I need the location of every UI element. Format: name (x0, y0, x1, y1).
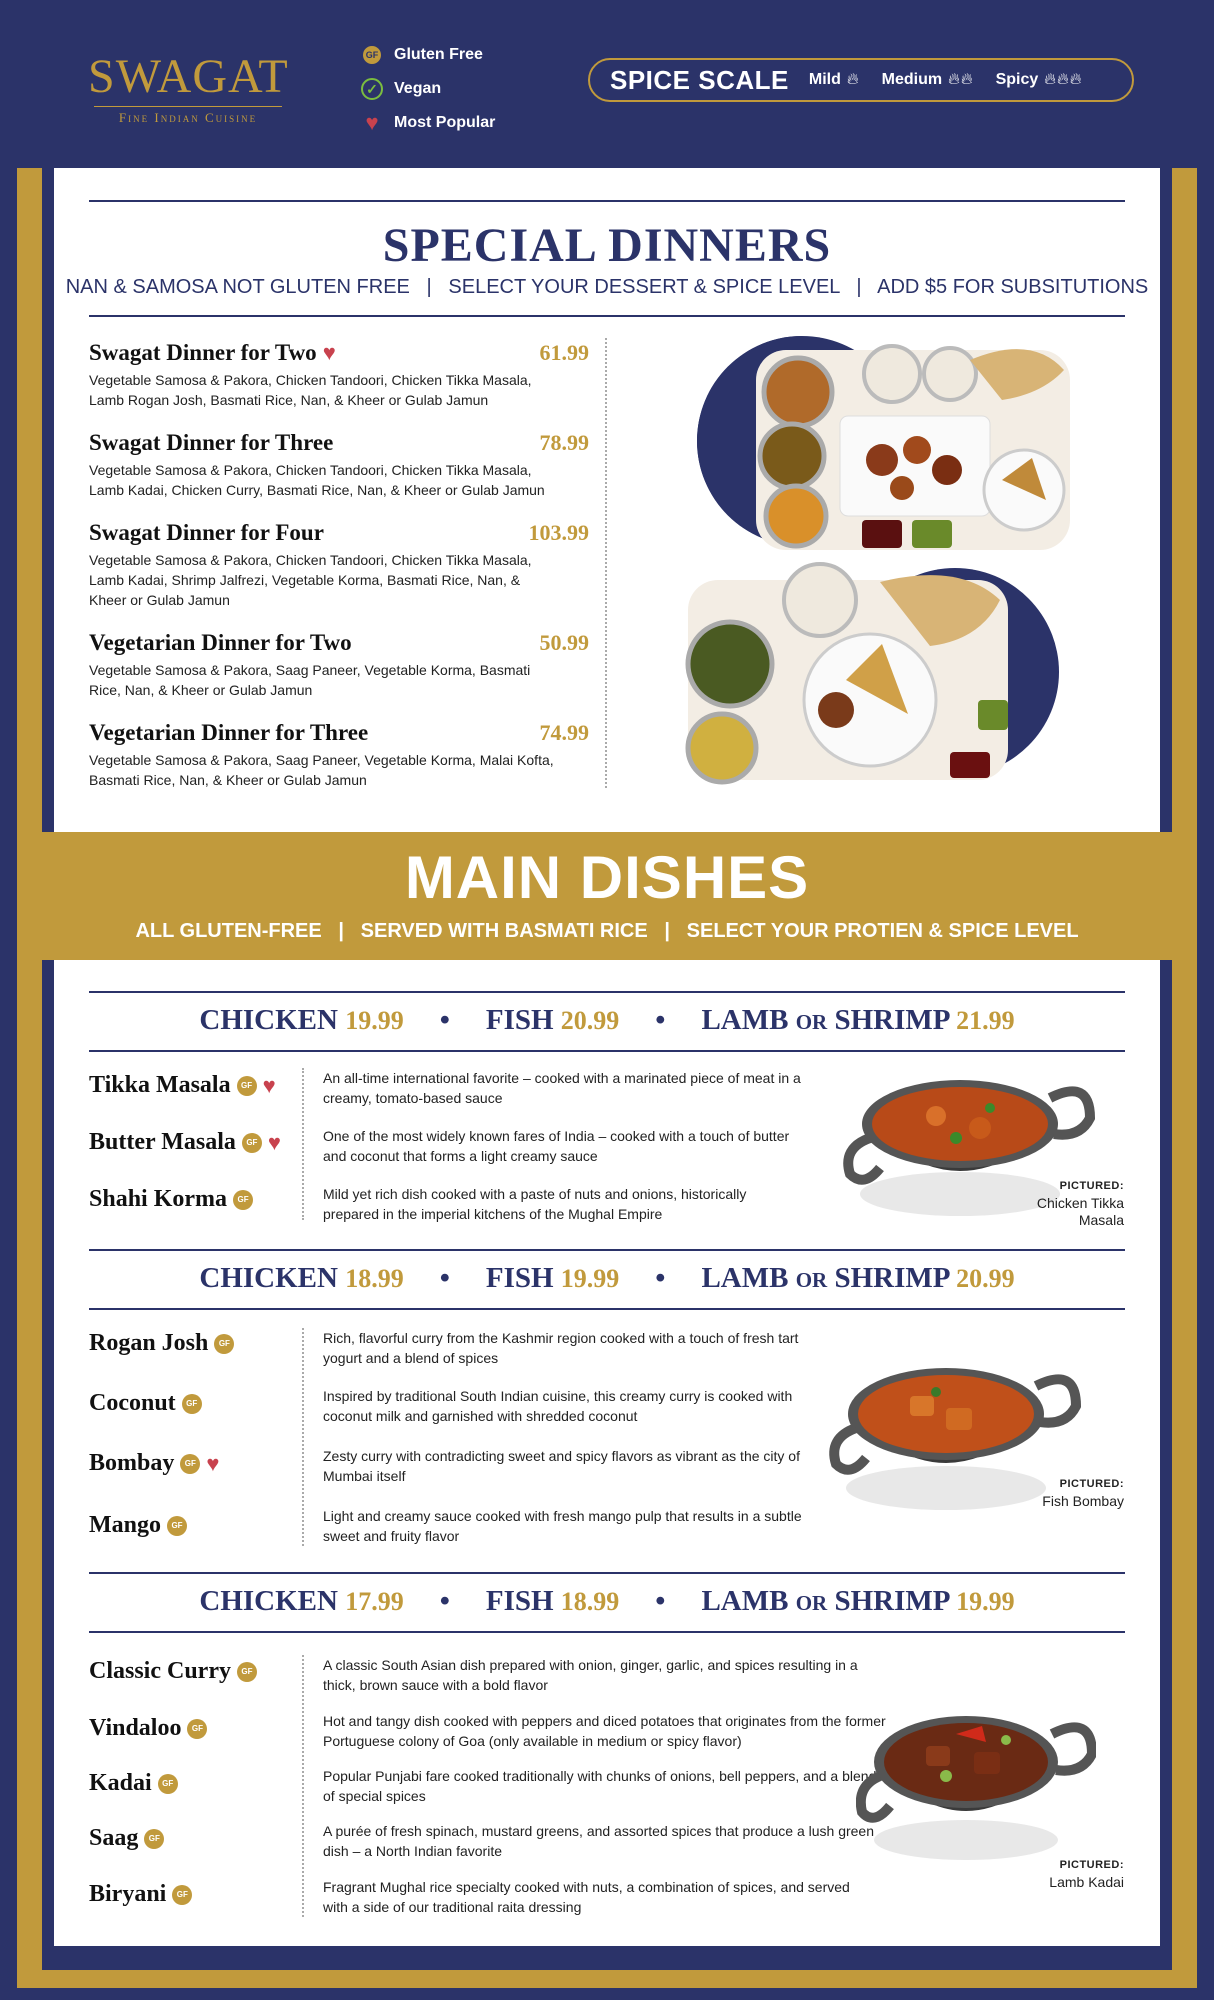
gluten-free-icon: GF (144, 1829, 164, 1849)
protein-label: FISH (485, 1004, 554, 1036)
vegetarian-platter-photo (660, 560, 1080, 795)
dish-description: Rich, flavorful curry from the Kashmir region cooked with a touch of fresh tart yogurt and a blend of spices (323, 1330, 799, 1366)
dish-name-text: Tikka Masala (89, 1072, 231, 1098)
protein-label: FISH (485, 1585, 554, 1617)
divider (89, 1050, 1125, 1052)
or-label: OR (795, 1268, 828, 1292)
curry-bowl-photo (856, 1690, 1096, 1875)
dish-price: 50.99 (539, 630, 589, 655)
pictured-caption (1024, 1178, 1124, 1229)
dish-name-text: Vindaloo (89, 1715, 182, 1741)
dish-item (89, 1658, 257, 1685)
divider (89, 315, 1125, 317)
heart-icon: ♥ (267, 1129, 281, 1155)
dish-description: Mild yet rich dish cooked with a paste of nuts and onions, historically prepared in the imperial kitchens of the Mughal Empire (323, 1186, 747, 1222)
flame-icon: 🔥︎ (846, 71, 860, 88)
legend-item-most-popular (360, 106, 495, 140)
dish-name-text: Shahi Korma (89, 1186, 228, 1212)
dotted-divider (302, 1328, 304, 1546)
dish-name-text: Mango (89, 1512, 161, 1538)
menu-item (89, 720, 589, 790)
dish-item (89, 1072, 276, 1099)
dish-name-text: Coconut (89, 1390, 176, 1416)
legend-label: Most Popular (394, 114, 496, 131)
dish-price: 61.99 (539, 340, 589, 365)
heart-icon: ♥ (322, 340, 336, 365)
dish-item (89, 1825, 164, 1852)
legend (360, 38, 495, 140)
price: 18.99 (345, 1264, 404, 1293)
or-label: OR (795, 1010, 828, 1034)
price: 20.99 (956, 1264, 1015, 1293)
protein-label: SHRIMP (834, 1004, 949, 1036)
dinner-platter-photo (672, 330, 1092, 565)
protein-label: LAMB (701, 1004, 789, 1036)
dish-item (89, 1129, 281, 1156)
dish-name-text: Butter Masala (89, 1129, 236, 1155)
menu-item (89, 340, 589, 410)
divider (89, 1572, 1125, 1574)
heart-icon: ♥ (262, 1072, 276, 1098)
logo-name: SWAGAT (88, 50, 289, 103)
dish-item (89, 1512, 187, 1539)
dish-item (89, 1881, 192, 1908)
pictured-caption (1049, 1857, 1124, 1891)
protein-label: LAMB (701, 1262, 789, 1294)
dotted-divider (302, 1068, 304, 1220)
menu-header (0, 0, 1214, 168)
menu-item (89, 430, 589, 500)
dotted-divider (605, 338, 607, 788)
legend-item-gluten-free (360, 38, 495, 72)
dish-name-text: Swagat Dinner for Two (89, 340, 317, 365)
spice-scale (588, 58, 1134, 102)
gf-badge: GF (361, 44, 383, 66)
legend-item-vegan (360, 72, 495, 106)
dish-name-text: Biryani (89, 1881, 167, 1907)
price-row: CHICKEN 19.99 • FISH 20.99 • LAMB OR SHRIMP 21.99 (199, 1004, 1015, 1036)
dish-description: Light and creamy sauce cooked with fresh mango pulp that results in a subtle sweet and fruity flavor (323, 1508, 802, 1544)
gluten-free-icon: GF (167, 1516, 187, 1536)
or-label: OR (795, 1591, 828, 1615)
price: 18.99 (560, 1587, 620, 1616)
dish-name-text: Saag (89, 1825, 139, 1851)
price: 19.99 (560, 1264, 620, 1293)
protein-label: CHICKEN (199, 1262, 338, 1294)
divider (89, 991, 1125, 993)
protein-label: SHRIMP (834, 1585, 949, 1617)
dish-name-text: Classic Curry (89, 1658, 231, 1684)
protein-label: FISH (485, 1262, 554, 1294)
dish-description: A purée of fresh spinach, mustard greens, and assorted spices that produce a lush green dish – a North Indian favorite (323, 1823, 874, 1859)
gluten-free-icon: GF (242, 1133, 262, 1153)
gluten-free-icon: GF (237, 1662, 257, 1682)
legend-label: Vegan (394, 80, 442, 97)
dish-name-text: Rogan Josh (89, 1330, 209, 1356)
price-row: CHICKEN 17.99 • FISH 18.99 • LAMB OR SHRIMP 19.99 (199, 1585, 1015, 1617)
menu-item (89, 520, 589, 610)
dish-name: Vegetarian Dinner for Two (89, 630, 352, 655)
dish-description: Vegetable Samosa & Pakora, Chicken Tandoori, Chicken Tikka Masala, Lamb Rogan Josh, Basmati Rice, Nan, & Kheer or Gulab Jamun (89, 372, 532, 408)
dish-description: Vegetable Samosa & Pakora, Chicken Tandoori, Chicken Tikka Masala, Lamb Kadai, Shrimp Jalfrezi, Vegetable Korma, Basmati Rice, Nan, & Kheer or Gulab Jamun (89, 552, 532, 608)
spice-level-mild: Mild (808, 71, 841, 88)
price: 17.99 (345, 1587, 404, 1616)
protein-label: CHICKEN (199, 1585, 338, 1617)
price-row: CHICKEN 18.99 • FISH 19.99 • LAMB OR SHRIMP 20.99 (199, 1262, 1015, 1294)
gluten-free-icon: GF (187, 1719, 207, 1739)
logo-tagline-text: Fine Indian Cuisine (118, 110, 258, 125)
spice-level-spicy: Spicy (995, 71, 1039, 88)
dotted-divider (302, 1655, 304, 1917)
pictured-label: PICTURED: (1059, 1478, 1124, 1490)
vegan-icon: ✓ (360, 77, 384, 101)
gluten-free-icon: GF (214, 1334, 234, 1354)
pictured-label: PICTURED: (1059, 1859, 1124, 1871)
protein-label: CHICKEN (199, 1004, 338, 1036)
dish-description: An all-time international favorite – cooked with a marinated piece of meat in a creamy, tomato-based sauce (323, 1070, 801, 1106)
restaurant-logo (88, 52, 288, 126)
legend-label: Gluten Free (394, 46, 483, 63)
price: 21.99 (956, 1006, 1015, 1035)
dish-name: Swagat Dinner for Four (89, 520, 324, 545)
divider (89, 1308, 1125, 1310)
protein-label: SHRIMP (834, 1262, 949, 1294)
dish-name-text: Kadai (89, 1770, 152, 1796)
pictured-label: PICTURED: (1059, 1180, 1124, 1192)
flame-icon: 🔥︎🔥︎🔥︎ (1044, 71, 1083, 88)
dish-name: Vegetarian Dinner for Three (89, 720, 369, 745)
main-dishes-banner (17, 832, 1197, 960)
dish-item (89, 1450, 219, 1477)
pictured-caption (1042, 1476, 1124, 1510)
dish-description: Inspired by traditional South Indian cuisine, this creamy curry is cooked with coconut milk and garnished with shredded coconut (323, 1388, 793, 1424)
gluten-free-icon: GF (182, 1394, 202, 1414)
gluten-free-icon (360, 43, 384, 67)
section-subtitle: ALL GLUTEN-FREE | SERVED WITH BASMATI RICE | SELECT YOUR PROTIEN & SPICE LEVEL (135, 920, 1079, 942)
heart-icon: ♥ (365, 110, 379, 135)
price: 19.99 (345, 1006, 404, 1035)
price: 19.99 (956, 1587, 1015, 1616)
dish-description: Popular Punjabi fare cooked traditionally with chunks of onions, bell peppers, and a blend of special spices (323, 1768, 877, 1804)
dish-description: Vegetable Samosa & Pakora, Chicken Tandoori, Chicken Tikka Masala, Lamb Kadai, Chicken Curry, Basmati Rice, Nan, & Kheer or Gulab Jamun (89, 462, 545, 498)
dish-name (89, 340, 589, 366)
section-title: MAIN DISHES (404, 844, 810, 911)
gluten-free-icon: GF (237, 1076, 257, 1096)
gluten-free-icon: GF (233, 1190, 253, 1210)
gluten-free-icon: GF (172, 1885, 192, 1905)
section-subtitle: NAN & SAMOSA NOT GLUTEN FREE | SELECT YOUR DESSERT & SPICE LEVEL | ADD $5 FOR SUBSITUTIONS (65, 276, 1149, 298)
dish-description: Hot and tangy dish cooked with peppers and diced potatoes that originates from the former Portuguese colony of Goa (only available in medium or spicy flavor) (323, 1713, 886, 1749)
dish-description: Zesty curry with contradicting sweet and spicy flavors as vibrant as the city of Mumbai itself (323, 1448, 800, 1484)
dish-item (89, 1330, 234, 1357)
logo-divider (94, 106, 282, 107)
pictured-dish: Fish Bombay (1042, 1493, 1124, 1509)
divider (89, 200, 1125, 202)
menu-item (89, 630, 589, 700)
dish-description: Vegetable Samosa & Pakora, Saag Paneer, Vegetable Korma, Basmati Rice, Nan, & Kheer or Gulab Jamun (89, 662, 531, 698)
dish-description: Fragrant Mughal rice specialty cooked with nuts, a combination of spices, and served with a side of our traditional raita dressing (323, 1879, 850, 1915)
dish-item (89, 1715, 207, 1742)
dish-item (89, 1390, 202, 1417)
gluten-free-icon: GF (180, 1454, 200, 1474)
gluten-free-icon: GF (158, 1774, 178, 1794)
dish-name: Swagat Dinner for Three (89, 430, 334, 455)
protein-label: LAMB (701, 1585, 789, 1617)
pictured-dish: Lamb Kadai (1049, 1874, 1124, 1890)
divider (89, 1631, 1125, 1633)
spice-level-medium: Medium (881, 71, 943, 88)
price: 20.99 (560, 1006, 620, 1035)
dish-name-text: Bombay (89, 1450, 175, 1476)
spice-scale-title: SPICE SCALE (610, 64, 789, 95)
divider (89, 1249, 1125, 1251)
dish-price: 103.99 (528, 520, 589, 545)
dish-description: A classic South Asian dish prepared with onion, ginger, garlic, and spices resulting in a thick, brown sauce with a bold flavor (323, 1657, 858, 1693)
section-title: SPECIAL DINNERS (382, 219, 832, 272)
dish-description: Vegetable Samosa & Pakora, Saag Paneer, Vegetable Korma, Malai Kofta, Basmati Rice, Nan, & Kheer or Gulab Jamun (89, 752, 554, 788)
dish-price: 78.99 (539, 430, 589, 455)
dish-description: One of the most widely known fares of India – cooked with a touch of butter and coconut that forms a light creamy sauce (323, 1128, 790, 1164)
flame-icon: 🔥︎🔥︎ (948, 71, 974, 88)
dish-price: 74.99 (539, 720, 589, 745)
dish-item (89, 1186, 253, 1213)
pictured-dish: Chicken Tikka Masala (1036, 1195, 1124, 1228)
heart-icon: ♥ (206, 1450, 220, 1476)
dish-item (89, 1770, 178, 1797)
logo-tagline (88, 110, 288, 126)
